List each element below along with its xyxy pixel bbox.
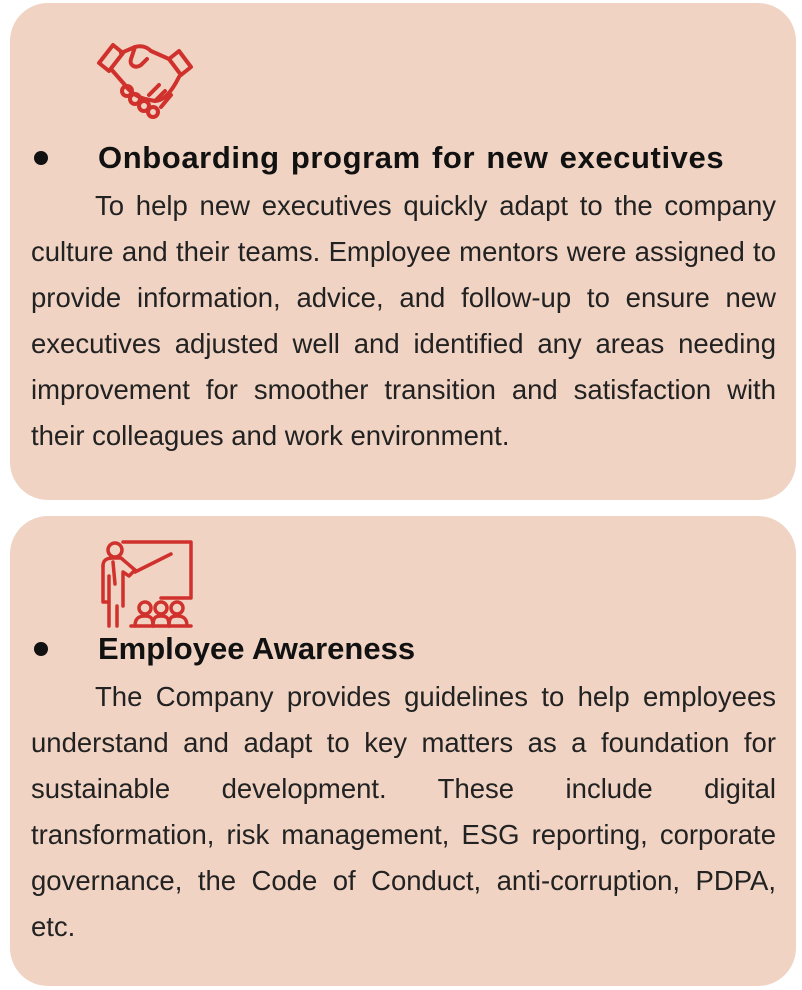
- bullet-point: [34, 642, 48, 656]
- awareness-card: [10, 516, 796, 986]
- awareness-heading-row: [32, 629, 776, 669]
- handshake-icon: [95, 33, 195, 125]
- bullet-point: [34, 151, 48, 165]
- section-body: To help new executives quickly adapt to the company culture and their teams. Employee mentors were assigned to provide information, advice, and follow-up to ensure new executives adjusted well and identified any areas needing improvement for smoother transition and satisfaction with their colleagues and work environment.: [31, 190, 776, 451]
- section-heading: Employee Awareness: [98, 631, 416, 666]
- section-body: The Company provides guidelines to help employees understand and adapt to key matters as a foundation for sustainable development. These include digital transformation, risk management, ESG reporting, corporate governance, the Code of Conduct, anti-corruption, PDPA, etc.: [31, 681, 776, 942]
- onboarding-card: [10, 3, 796, 500]
- onboarding-heading-row: [32, 138, 776, 178]
- section-heading: Onboarding program for new executives: [98, 140, 725, 175]
- presentation-icon: [95, 536, 195, 628]
